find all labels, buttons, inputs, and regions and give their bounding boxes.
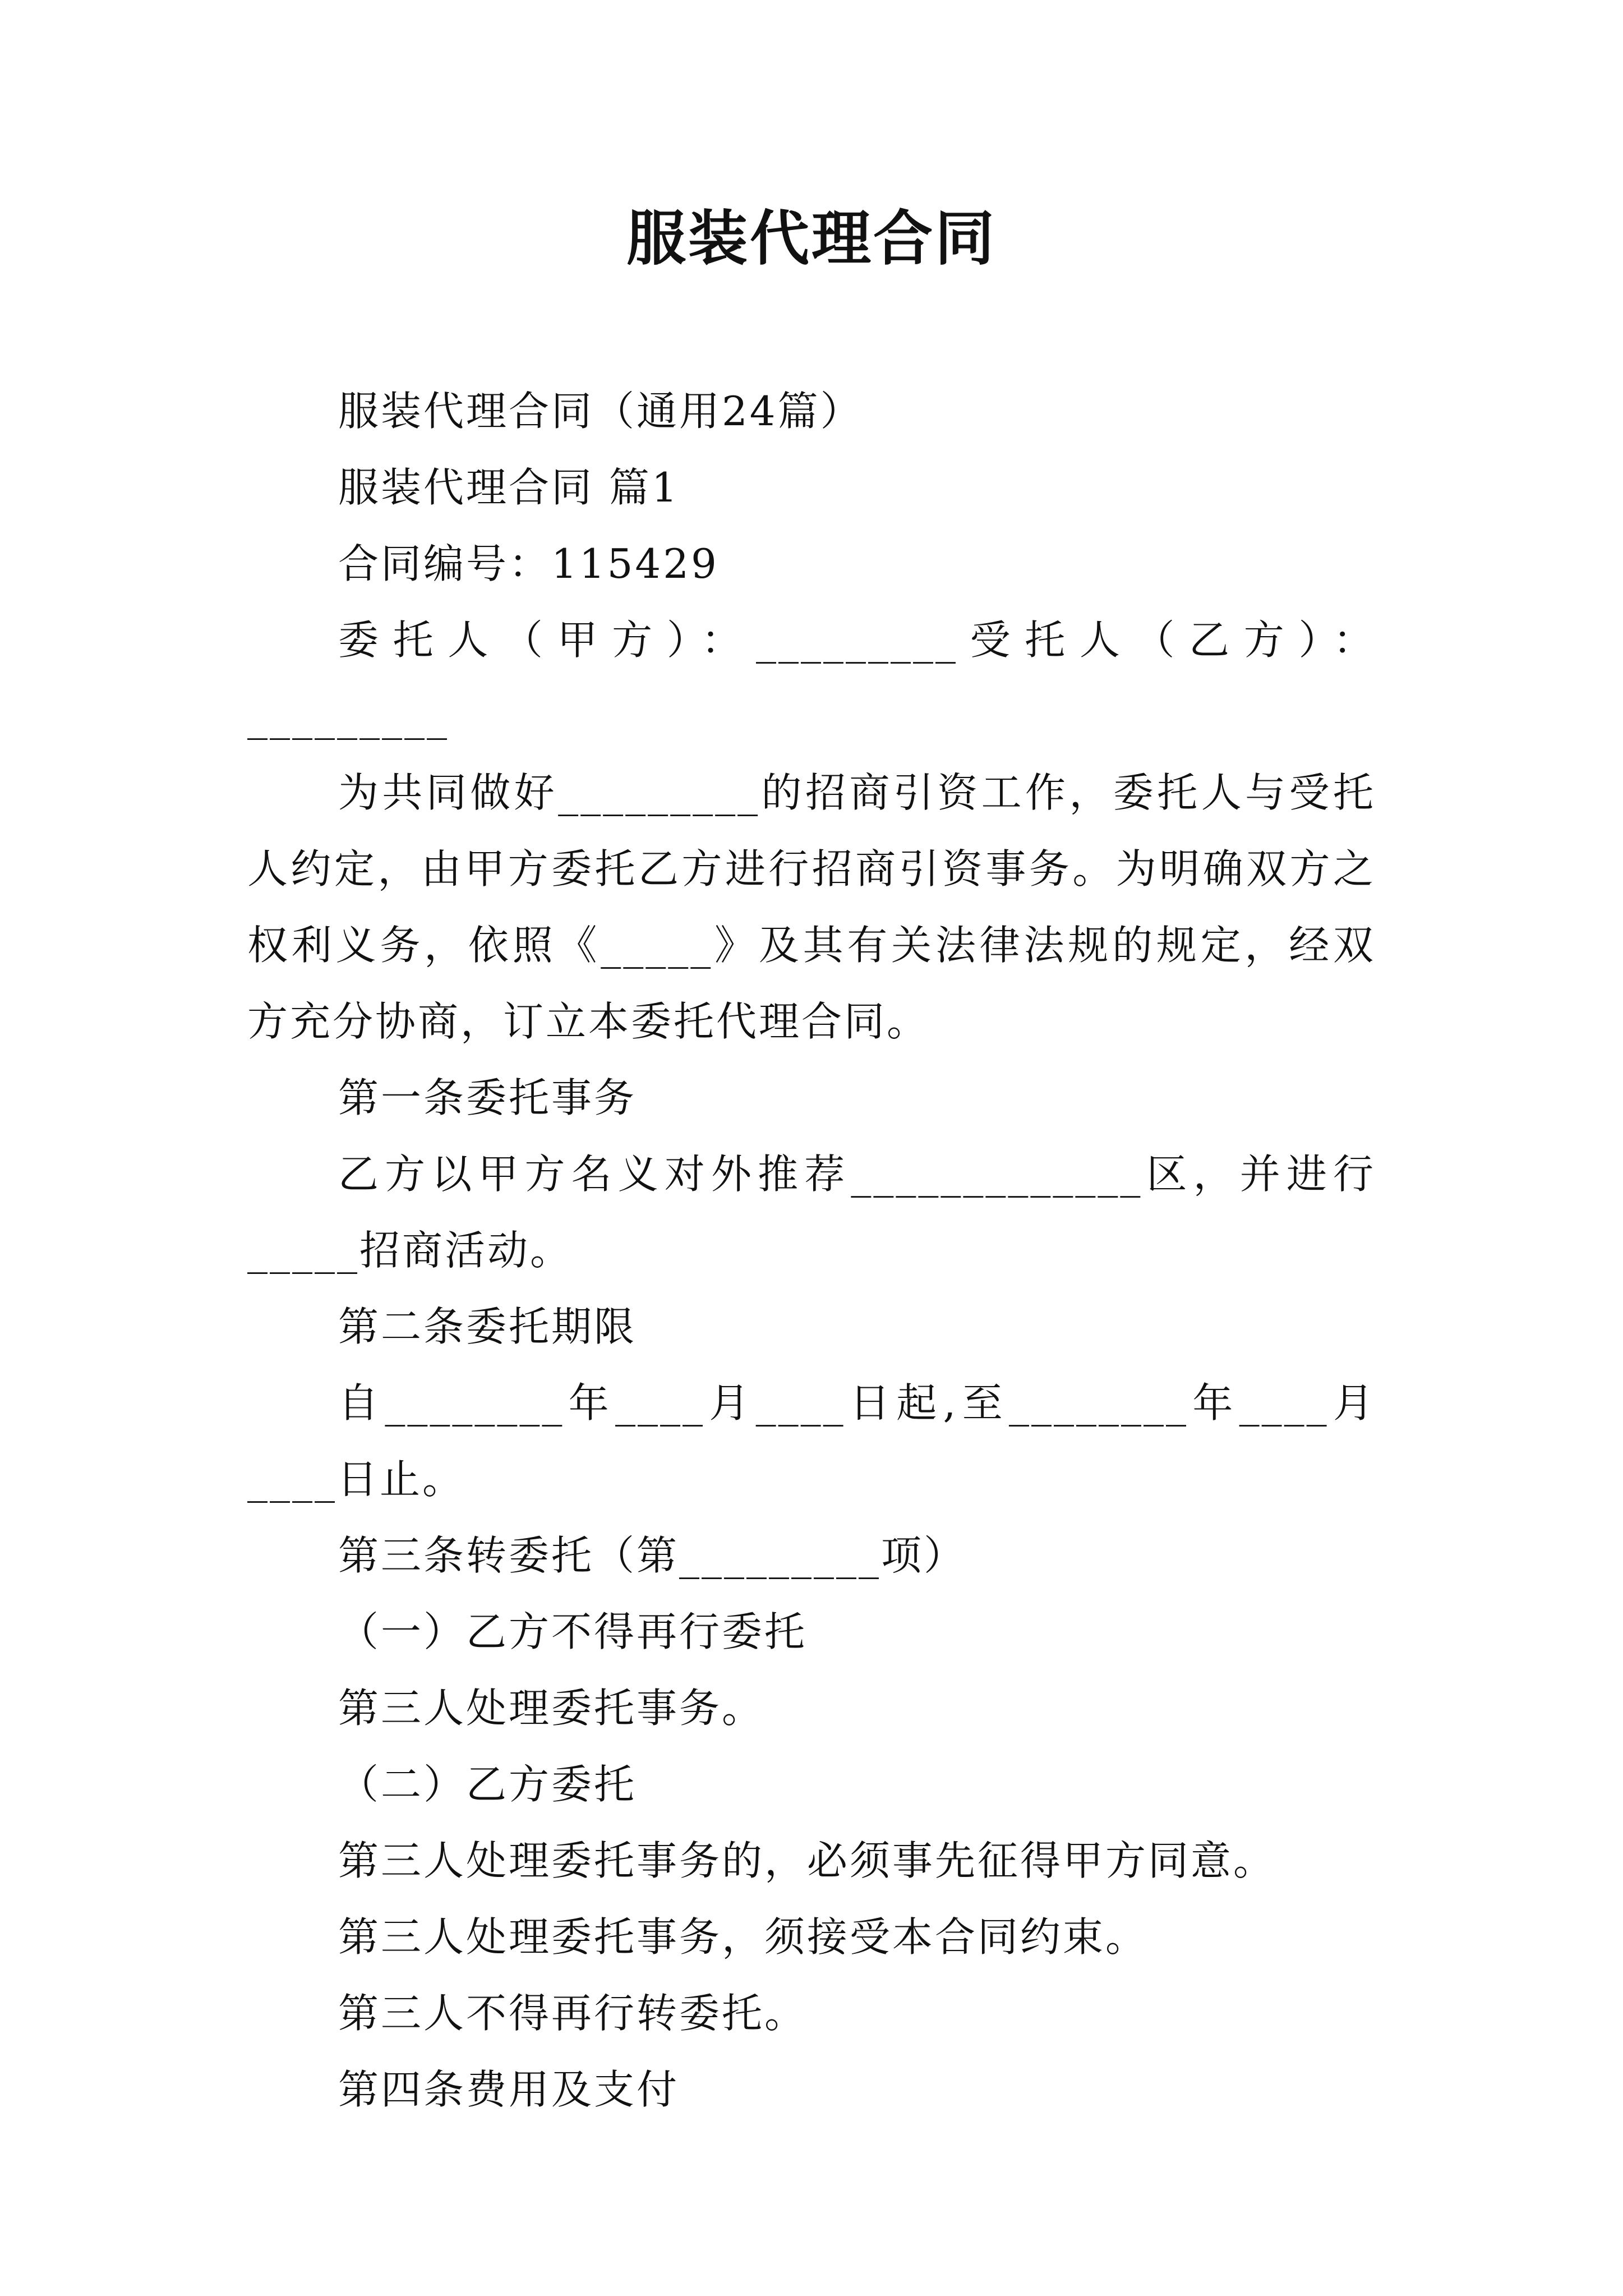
paragraph-article-3-item-2: （二）乙方委托 [338, 1761, 637, 1808]
paragraph-subtitle: 服装代理合同（通用24篇） [338, 388, 863, 435]
paragraph-article-1-body: 乙方以甲方名义对外推荐_____________区，并进行_____招商活动。 [247, 1151, 1376, 1274]
paragraph-contract-number: 合同编号：115429 [338, 540, 719, 587]
paragraph-preamble: 为共同做好_________的招商引资工作，委托人与受托人约定，由甲方委托乙方进行招商引资事务。为明确双方之权利义务，依照《_____》及其有关法律法规的规定，经双方充分协商，订立本委托代理合同。 [247, 769, 1376, 1045]
paragraph-article-3-item-1: （一）乙方不得再行委托 [338, 1608, 808, 1655]
paragraph-article-3-heading: 第三条转委托（第_________项） [338, 1532, 967, 1579]
paragraph-article-1-heading: 第一条委托事务 [338, 1074, 637, 1121]
paragraph-chapter-heading: 服装代理合同 篇1 [338, 464, 680, 511]
document-title: 服装代理合同 [626, 203, 997, 273]
paragraph-parties: 委托人（甲方）：_________受托人（乙方）：_________ [247, 616, 1376, 740]
paragraph-article-3-item-2-a: 第三人处理委托事务的，必须事先征得甲方同意。 [338, 1837, 1276, 1884]
document-body [247, 373, 1376, 2128]
paragraph-article-3-item-2-c: 第三人不得再行转委托。 [338, 1990, 808, 2037]
paragraph-article-3-item-2-b: 第三人处理委托事务，须接受本合同约束。 [338, 1913, 1149, 1961]
paragraph-article-2-body: 自________年____月____日起,至________年____月____日止。 [247, 1379, 1376, 1503]
paragraph-article-4-heading: 第四条费用及支付 [338, 2066, 680, 2113]
paragraph-article-2-heading: 第二条委托期限 [338, 1303, 637, 1350]
paragraph-article-3-item-1-cont: 第三人处理委托事务。 [338, 1685, 765, 1732]
